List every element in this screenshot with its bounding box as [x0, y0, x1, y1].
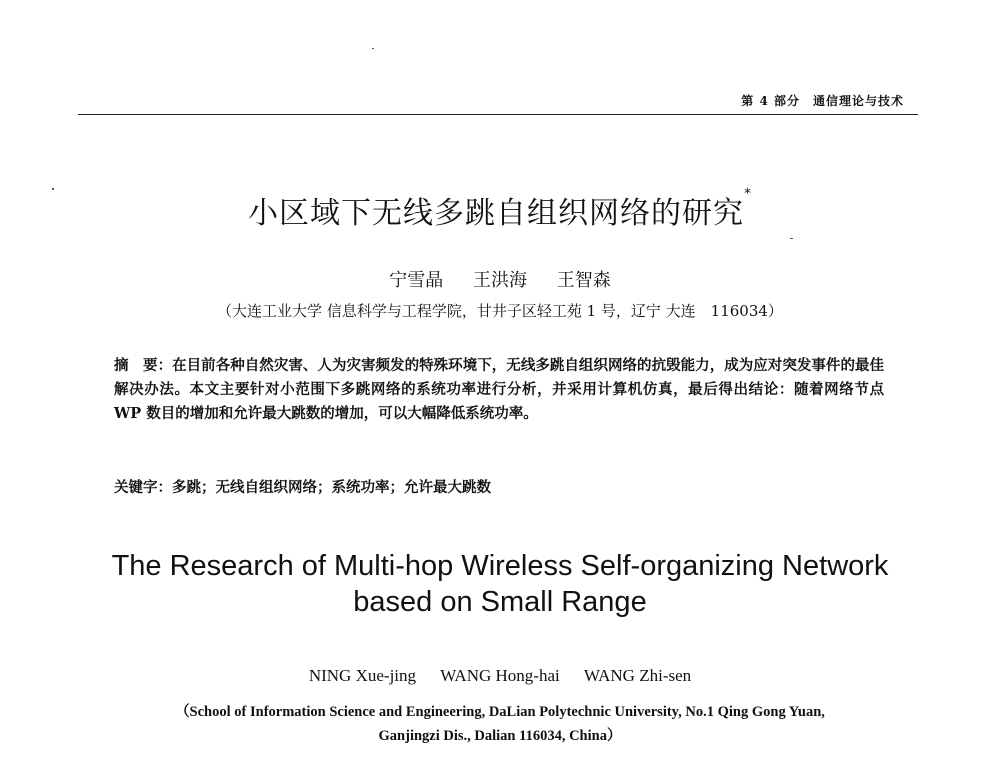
keywords-label: 关键字： [114, 479, 172, 496]
abstract-label: 摘 要： [114, 357, 173, 374]
english-authors [0, 666, 1000, 686]
author-1-en: NING Xue-jing [308, 666, 417, 685]
chinese-abstract [114, 354, 884, 426]
header-rule [78, 114, 918, 115]
chinese-keywords [114, 476, 884, 500]
english-affiliation [0, 700, 1000, 748]
running-header: 第 4 部分 通信理论与技术 [741, 94, 904, 108]
chinese-authors [0, 266, 1000, 292]
keywords-text: 多跳；无线自组织网络；系统功率；允许最大跳数 [172, 479, 491, 496]
author-3-cn: 王智森 [556, 270, 611, 291]
english-affiliation-line-1: （School of Information Science and Engineering, DaLian Polytechnic University, No.1 Qing Gong Yuan, [175, 704, 825, 720]
author-3-en: WANG Zhi-sen [583, 666, 692, 685]
scan-speck [372, 48, 374, 49]
english-title-line-1: The Research of Multi-hop Wireless Self-organizing Network [111, 550, 889, 582]
english-title-line-2: based on Small Range [353, 586, 647, 618]
chinese-title-text: 小区域下无线多跳自组织网络的研究 [248, 196, 744, 231]
abstract-text: 在目前各种自然灾害、人为灾害频发的特殊环境下，无线多跳自组织网络的抗毁能力，成为应对突发事件的最佳解决办法。本文主要针对小范围下多跳网络的系统功率进行分析，并采用计算机仿真，最后得出结论：随着网络节点 WP 数目的增加和允许最大跳数的增加，可以大幅降低系统功率。 [114, 357, 885, 422]
english-title [0, 548, 1000, 620]
scan-speck [790, 238, 793, 239]
scan-speck [52, 188, 54, 190]
author-2-en: WANG Hong-hai [440, 666, 560, 685]
chinese-affiliation: （大连工业大学 信息科学与工程学院，甘井子区轻工苑 1 号，辽宁 大连 116034） [217, 302, 783, 320]
author-1-cn: 宁雪晶 [389, 270, 444, 291]
chinese-title [0, 188, 1000, 232]
english-affiliation-line-2: Ganjingzi Dis., Dalian 116034, China） [378, 728, 622, 744]
author-2-cn: 王洪海 [473, 270, 527, 291]
title-footnote-mark: * [744, 186, 752, 202]
